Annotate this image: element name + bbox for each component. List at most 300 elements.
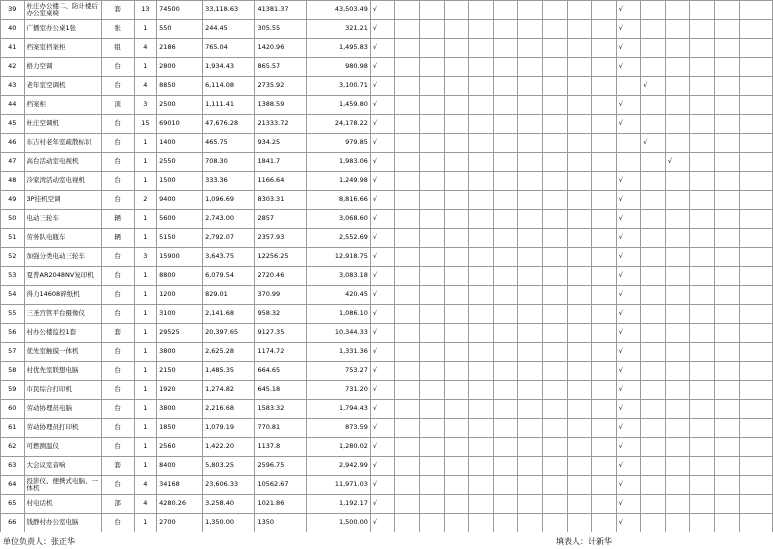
quantity-cell[interactable]: 1 (134, 381, 156, 400)
quantity-cell[interactable]: 1 (134, 324, 156, 343)
check-cell[interactable] (444, 324, 469, 343)
book-value-cell[interactable]: 1021.86 (255, 495, 306, 514)
row-number-cell[interactable]: 53 (1, 267, 25, 286)
depreciation-cell[interactable]: 3,258.40 (203, 495, 255, 514)
check-cell[interactable] (665, 362, 690, 381)
asset-name-cell[interactable]: 投影仪、便携式电脑、一体机 (24, 476, 101, 495)
check-cell[interactable] (444, 77, 469, 96)
check-mark-cell[interactable]: √ (616, 419, 641, 438)
quantity-cell[interactable]: 4 (134, 495, 156, 514)
quantity-cell[interactable]: 1 (134, 267, 156, 286)
quantity-cell[interactable]: 1 (134, 400, 156, 419)
depreciation-cell[interactable]: 1,096.69 (203, 191, 255, 210)
check-cell[interactable] (641, 20, 666, 39)
check-cell[interactable] (715, 305, 740, 324)
check-cell[interactable] (395, 172, 420, 191)
unit-cell[interactable]: 台 (101, 172, 134, 191)
check-cell[interactable] (641, 286, 666, 305)
check-cell[interactable] (592, 438, 617, 457)
check-cell[interactable] (493, 115, 518, 134)
check-cell[interactable] (641, 495, 666, 514)
quantity-cell[interactable]: 1 (134, 58, 156, 77)
check-cell[interactable] (715, 58, 740, 77)
check-cell[interactable] (542, 210, 567, 229)
quantity-cell[interactable]: 15 (134, 115, 156, 134)
blank-cell[interactable] (739, 115, 772, 134)
book-value-cell[interactable]: 370.99 (255, 286, 306, 305)
book-value-cell[interactable]: 305.55 (255, 20, 306, 39)
net-value-cell[interactable]: 1,495.83 (306, 39, 370, 58)
book-value-cell[interactable]: 1388.59 (255, 96, 306, 115)
check-cell[interactable] (444, 153, 469, 172)
unit-cell[interactable]: 部 (101, 495, 134, 514)
check-mark-cell[interactable]: √ (616, 172, 641, 191)
check-cell[interactable] (592, 191, 617, 210)
blank-cell[interactable] (739, 267, 772, 286)
original-value-cell[interactable]: 2700 (157, 514, 203, 533)
check-cell[interactable] (395, 96, 420, 115)
depreciation-cell[interactable]: 1,079.19 (203, 419, 255, 438)
check-mark-cell[interactable]: √ (616, 58, 641, 77)
asset-name-cell[interactable]: 村办公楼监控1套 (24, 324, 101, 343)
net-value-cell[interactable]: 1,331.36 (306, 343, 370, 362)
check-cell[interactable] (592, 381, 617, 400)
check-cell[interactable] (592, 229, 617, 248)
check-cell[interactable] (567, 210, 592, 229)
check-cell[interactable] (641, 324, 666, 343)
check-cell[interactable] (665, 324, 690, 343)
original-value-cell[interactable]: 3100 (157, 305, 203, 324)
check-cell[interactable] (542, 191, 567, 210)
check-mark-cell[interactable]: √ (370, 134, 395, 153)
check-mark-cell[interactable]: √ (616, 362, 641, 381)
asset-name-cell[interactable]: 格力空调 (24, 58, 101, 77)
row-number-cell[interactable]: 59 (1, 381, 25, 400)
depreciation-cell[interactable]: 244.45 (203, 20, 255, 39)
check-cell[interactable] (641, 514, 666, 533)
net-value-cell[interactable]: 43,503.49 (306, 1, 370, 20)
unit-cell[interactable]: 台 (101, 514, 134, 533)
check-mark-cell[interactable]: √ (370, 20, 395, 39)
unit-cell[interactable]: 台 (101, 58, 134, 77)
check-cell[interactable] (715, 400, 740, 419)
check-mark-cell[interactable]: √ (616, 191, 641, 210)
check-cell[interactable] (592, 495, 617, 514)
check-mark-cell[interactable]: √ (370, 77, 395, 96)
check-mark-cell[interactable]: √ (370, 305, 395, 324)
check-cell[interactable] (518, 324, 543, 343)
check-cell[interactable] (493, 20, 518, 39)
book-value-cell[interactable]: 1841.7 (255, 153, 306, 172)
check-cell[interactable] (395, 419, 420, 438)
check-cell[interactable] (469, 324, 494, 343)
net-value-cell[interactable]: 1,249.98 (306, 172, 370, 191)
asset-name-cell[interactable]: 劳动协理员电脑 (24, 400, 101, 419)
check-cell[interactable] (665, 115, 690, 134)
check-cell[interactable] (469, 381, 494, 400)
unit-cell[interactable]: 台 (101, 267, 134, 286)
check-mark-cell[interactable]: √ (616, 1, 641, 20)
check-cell[interactable] (542, 343, 567, 362)
book-value-cell[interactable]: 41381.37 (255, 1, 306, 20)
unit-cell[interactable]: 台 (101, 191, 134, 210)
original-value-cell[interactable]: 3800 (157, 343, 203, 362)
check-cell[interactable] (690, 153, 715, 172)
quantity-cell[interactable]: 1 (134, 457, 156, 476)
quantity-cell[interactable]: 1 (134, 419, 156, 438)
check-cell[interactable] (420, 514, 445, 533)
check-cell[interactable] (469, 305, 494, 324)
check-cell[interactable] (690, 115, 715, 134)
check-mark-cell[interactable]: √ (370, 495, 395, 514)
book-value-cell[interactable]: 2357.93 (255, 229, 306, 248)
check-cell[interactable] (469, 115, 494, 134)
row-number-cell[interactable]: 41 (1, 39, 25, 58)
quantity-cell[interactable]: 1 (134, 134, 156, 153)
check-mark-cell[interactable]: √ (370, 324, 395, 343)
check-cell[interactable] (444, 476, 469, 495)
quantity-cell[interactable]: 1 (134, 229, 156, 248)
check-cell[interactable] (567, 58, 592, 77)
net-value-cell[interactable]: 731.20 (306, 381, 370, 400)
check-cell[interactable] (592, 476, 617, 495)
check-cell[interactable] (395, 362, 420, 381)
check-cell[interactable] (690, 77, 715, 96)
unit-cell[interactable]: 台 (101, 77, 134, 96)
check-cell[interactable] (444, 438, 469, 457)
check-cell[interactable] (715, 96, 740, 115)
check-cell[interactable] (420, 267, 445, 286)
check-cell[interactable] (395, 343, 420, 362)
check-cell[interactable] (690, 381, 715, 400)
original-value-cell[interactable]: 1500 (157, 172, 203, 191)
asset-name-cell[interactable]: 高台活动室电视机 (24, 153, 101, 172)
unit-cell[interactable]: 台 (101, 381, 134, 400)
unit-cell[interactable]: 台 (101, 248, 134, 267)
row-number-cell[interactable]: 39 (1, 1, 25, 20)
original-value-cell[interactable]: 1200 (157, 286, 203, 305)
check-cell[interactable] (518, 210, 543, 229)
check-cell[interactable] (395, 115, 420, 134)
check-mark-cell[interactable]: √ (641, 77, 666, 96)
asset-name-cell[interactable]: 劳动协理员打印机 (24, 419, 101, 438)
check-cell[interactable] (518, 1, 543, 20)
unit-cell[interactable]: 台 (101, 115, 134, 134)
check-cell[interactable] (444, 210, 469, 229)
check-cell[interactable] (420, 229, 445, 248)
check-mark-cell[interactable]: √ (370, 39, 395, 58)
check-cell[interactable] (665, 58, 690, 77)
check-cell[interactable] (395, 229, 420, 248)
depreciation-cell[interactable]: 708.30 (203, 153, 255, 172)
check-cell[interactable] (715, 1, 740, 20)
check-cell[interactable] (641, 248, 666, 267)
unit-cell[interactable]: 套 (101, 457, 134, 476)
check-cell[interactable] (395, 267, 420, 286)
quantity-cell[interactable]: 1 (134, 172, 156, 191)
original-value-cell[interactable]: 34168 (157, 476, 203, 495)
unit-cell[interactable]: 台 (101, 134, 134, 153)
depreciation-cell[interactable]: 5,803.25 (203, 457, 255, 476)
check-mark-cell[interactable]: √ (616, 495, 641, 514)
check-cell[interactable] (567, 343, 592, 362)
check-mark-cell[interactable]: √ (616, 400, 641, 419)
check-mark-cell[interactable]: √ (616, 324, 641, 343)
check-cell[interactable] (469, 495, 494, 514)
row-number-cell[interactable]: 44 (1, 96, 25, 115)
check-cell[interactable] (493, 153, 518, 172)
net-value-cell[interactable]: 980.98 (306, 58, 370, 77)
check-cell[interactable] (690, 58, 715, 77)
row-number-cell[interactable]: 63 (1, 457, 25, 476)
check-mark-cell[interactable]: √ (616, 438, 641, 457)
check-cell[interactable] (567, 229, 592, 248)
check-mark-cell[interactable]: √ (616, 210, 641, 229)
depreciation-cell[interactable]: 2,216.68 (203, 400, 255, 419)
check-cell[interactable] (665, 476, 690, 495)
check-cell[interactable] (715, 438, 740, 457)
check-cell[interactable] (715, 457, 740, 476)
check-cell[interactable] (542, 77, 567, 96)
check-cell[interactable] (690, 286, 715, 305)
check-cell[interactable] (592, 77, 617, 96)
check-cell[interactable] (592, 267, 617, 286)
row-number-cell[interactable]: 61 (1, 419, 25, 438)
check-cell[interactable] (493, 58, 518, 77)
check-cell[interactable] (715, 381, 740, 400)
quantity-cell[interactable]: 4 (134, 39, 156, 58)
quantity-cell[interactable]: 4 (134, 77, 156, 96)
blank-cell[interactable] (739, 20, 772, 39)
check-cell[interactable] (420, 1, 445, 20)
check-cell[interactable] (715, 476, 740, 495)
check-cell[interactable] (469, 191, 494, 210)
check-mark-cell[interactable]: √ (616, 381, 641, 400)
row-number-cell[interactable]: 45 (1, 115, 25, 134)
blank-cell[interactable] (739, 495, 772, 514)
check-mark-cell[interactable]: √ (616, 39, 641, 58)
check-cell[interactable] (715, 324, 740, 343)
net-value-cell[interactable]: 12,918.75 (306, 248, 370, 267)
check-cell[interactable] (395, 77, 420, 96)
asset-name-cell[interactable]: 东吉村老年室疏散标识 (24, 134, 101, 153)
check-cell[interactable] (592, 457, 617, 476)
check-cell[interactable] (518, 115, 543, 134)
original-value-cell[interactable]: 2560 (157, 438, 203, 457)
check-mark-cell[interactable]: √ (616, 115, 641, 134)
check-cell[interactable] (395, 381, 420, 400)
check-cell[interactable] (420, 457, 445, 476)
check-cell[interactable] (665, 400, 690, 419)
check-cell[interactable] (567, 1, 592, 20)
check-cell[interactable] (592, 210, 617, 229)
check-cell[interactable] (641, 305, 666, 324)
blank-cell[interactable] (739, 305, 772, 324)
check-cell[interactable] (641, 191, 666, 210)
book-value-cell[interactable]: 10562.67 (255, 476, 306, 495)
check-cell[interactable] (567, 134, 592, 153)
asset-name-cell[interactable]: 杜庄办公楼二、防计楼后办公室桌椅 (24, 1, 101, 20)
book-value-cell[interactable]: 1350 (255, 514, 306, 533)
row-number-cell[interactable]: 54 (1, 286, 25, 305)
row-number-cell[interactable]: 62 (1, 438, 25, 457)
asset-name-cell[interactable]: 老年室空调机 (24, 77, 101, 96)
original-value-cell[interactable]: 74500 (157, 1, 203, 20)
check-cell[interactable] (542, 58, 567, 77)
net-value-cell[interactable]: 11,971.03 (306, 476, 370, 495)
quantity-cell[interactable]: 3 (134, 248, 156, 267)
check-cell[interactable] (665, 77, 690, 96)
check-cell[interactable] (567, 324, 592, 343)
blank-cell[interactable] (739, 77, 772, 96)
check-mark-cell[interactable]: √ (370, 248, 395, 267)
check-cell[interactable] (567, 381, 592, 400)
net-value-cell[interactable]: 8,816.66 (306, 191, 370, 210)
check-cell[interactable] (420, 343, 445, 362)
blank-cell[interactable] (739, 438, 772, 457)
check-mark-cell[interactable]: √ (616, 96, 641, 115)
asset-name-cell[interactable]: 钱静村办公室电脑 (24, 514, 101, 533)
check-cell[interactable] (690, 343, 715, 362)
check-cell[interactable] (567, 476, 592, 495)
check-cell[interactable] (542, 1, 567, 20)
blank-cell[interactable] (739, 39, 772, 58)
check-cell[interactable] (493, 362, 518, 381)
check-cell[interactable] (690, 191, 715, 210)
check-cell[interactable] (444, 267, 469, 286)
check-mark-cell[interactable]: √ (370, 210, 395, 229)
original-value-cell[interactable]: 1850 (157, 419, 203, 438)
check-cell[interactable] (395, 134, 420, 153)
check-cell[interactable] (567, 267, 592, 286)
depreciation-cell[interactable]: 6,114.08 (203, 77, 255, 96)
net-value-cell[interactable]: 979.85 (306, 134, 370, 153)
book-value-cell[interactable]: 21333.72 (255, 115, 306, 134)
quantity-cell[interactable]: 3 (134, 96, 156, 115)
book-value-cell[interactable]: 865.57 (255, 58, 306, 77)
row-number-cell[interactable]: 60 (1, 400, 25, 419)
check-cell[interactable] (518, 20, 543, 39)
blank-cell[interactable] (739, 134, 772, 153)
check-cell[interactable] (469, 438, 494, 457)
check-cell[interactable] (715, 210, 740, 229)
check-cell[interactable] (493, 438, 518, 457)
blank-cell[interactable] (739, 381, 772, 400)
check-cell[interactable] (420, 210, 445, 229)
check-cell[interactable] (444, 381, 469, 400)
net-value-cell[interactable]: 1,983.06 (306, 153, 370, 172)
book-value-cell[interactable]: 958.32 (255, 305, 306, 324)
asset-name-cell[interactable]: 冷家湾活动室电视机 (24, 172, 101, 191)
depreciation-cell[interactable]: 1,350.00 (203, 514, 255, 533)
check-cell[interactable] (493, 381, 518, 400)
asset-name-cell[interactable]: 三圣宫管平台摄像仪 (24, 305, 101, 324)
blank-cell[interactable] (739, 58, 772, 77)
check-cell[interactable] (493, 476, 518, 495)
check-mark-cell[interactable]: √ (370, 514, 395, 533)
check-cell[interactable] (518, 77, 543, 96)
row-number-cell[interactable]: 55 (1, 305, 25, 324)
check-cell[interactable] (542, 286, 567, 305)
check-cell[interactable] (690, 476, 715, 495)
blank-cell[interactable] (739, 1, 772, 20)
check-cell[interactable] (542, 20, 567, 39)
original-value-cell[interactable]: 29525 (157, 324, 203, 343)
asset-name-cell[interactable]: 村优先室联想电脑 (24, 362, 101, 381)
check-cell[interactable] (518, 343, 543, 362)
check-cell[interactable] (641, 115, 666, 134)
check-cell[interactable] (592, 39, 617, 58)
depreciation-cell[interactable]: 465.75 (203, 134, 255, 153)
asset-name-cell[interactable]: 电动三轮车 (24, 210, 101, 229)
check-cell[interactable] (420, 495, 445, 514)
check-cell[interactable] (518, 495, 543, 514)
blank-cell[interactable] (739, 514, 772, 533)
check-cell[interactable] (542, 362, 567, 381)
blank-cell[interactable] (739, 476, 772, 495)
original-value-cell[interactable]: 2500 (157, 96, 203, 115)
original-value-cell[interactable]: 1920 (157, 381, 203, 400)
check-cell[interactable] (469, 362, 494, 381)
book-value-cell[interactable]: 12256.25 (255, 248, 306, 267)
check-cell[interactable] (420, 286, 445, 305)
check-cell[interactable] (469, 229, 494, 248)
depreciation-cell[interactable]: 1,485.35 (203, 362, 255, 381)
check-cell[interactable] (641, 39, 666, 58)
check-cell[interactable] (444, 305, 469, 324)
check-cell[interactable] (395, 476, 420, 495)
check-cell[interactable] (665, 343, 690, 362)
book-value-cell[interactable]: 770.81 (255, 419, 306, 438)
check-cell[interactable] (567, 39, 592, 58)
check-mark-cell[interactable]: √ (370, 172, 395, 191)
depreciation-cell[interactable]: 1,274.82 (203, 381, 255, 400)
original-value-cell[interactable]: 2150 (157, 362, 203, 381)
blank-cell[interactable] (739, 96, 772, 115)
original-value-cell[interactable]: 5150 (157, 229, 203, 248)
row-number-cell[interactable]: 48 (1, 172, 25, 191)
check-cell[interactable] (715, 115, 740, 134)
check-cell[interactable] (542, 115, 567, 134)
unit-cell[interactable]: 台 (101, 476, 134, 495)
check-cell[interactable] (592, 324, 617, 343)
check-mark-cell[interactable]: √ (616, 514, 641, 533)
check-cell[interactable] (592, 134, 617, 153)
check-cell[interactable] (690, 1, 715, 20)
original-value-cell[interactable]: 3800 (157, 400, 203, 419)
check-cell[interactable] (715, 514, 740, 533)
check-cell[interactable] (567, 419, 592, 438)
check-cell[interactable] (518, 172, 543, 191)
check-cell[interactable] (690, 229, 715, 248)
check-cell[interactable] (395, 305, 420, 324)
check-cell[interactable] (469, 39, 494, 58)
check-cell[interactable] (690, 400, 715, 419)
check-cell[interactable] (518, 286, 543, 305)
check-cell[interactable] (690, 324, 715, 343)
check-cell[interactable] (665, 172, 690, 191)
blank-cell[interactable] (739, 457, 772, 476)
check-mark-cell[interactable]: √ (370, 362, 395, 381)
check-cell[interactable] (542, 229, 567, 248)
book-value-cell[interactable]: 2596.75 (255, 457, 306, 476)
check-cell[interactable] (395, 153, 420, 172)
check-cell[interactable] (592, 514, 617, 533)
check-cell[interactable] (469, 210, 494, 229)
blank-cell[interactable] (739, 419, 772, 438)
check-cell[interactable] (542, 153, 567, 172)
unit-cell[interactable]: 辆 (101, 229, 134, 248)
